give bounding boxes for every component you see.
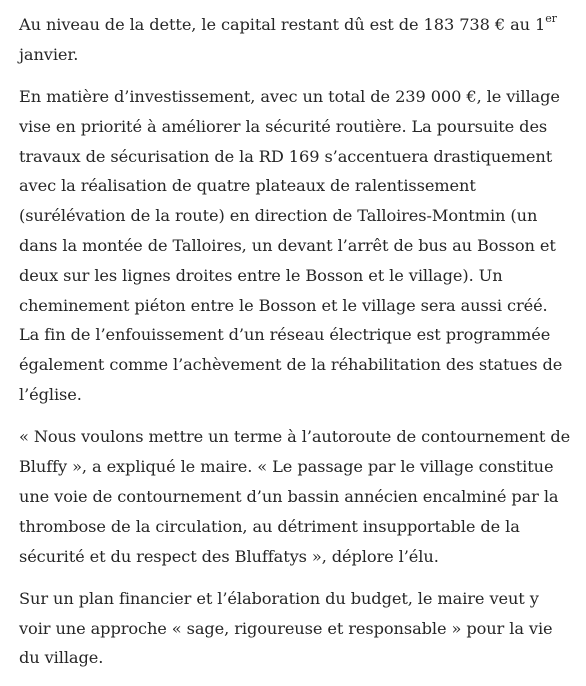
paragraph-debt-end: janvier. <box>19 44 79 64</box>
paragraph-investment: En matière d’investissement, avec un total de 239 000 €, le village vise en priorité à améliorer la sécurité routière. La poursuite des travaux de sécurisation de la RD 169 s’accentuera drastiquement avec la réalisation de quatre plateaux de ralentissement (surélévation de la route) en direction de Talloires-Montmin (un dans la montée de Talloires, un devant l’arrêt de bus au Bosson et deux sur les lignes droites entre le Bosson et le village). Un cheminement piéton entre le Bosson et le village sera aussi créé. La fin de l’enfouissement d’un réseau électrique est programmée également comme l’achèvement de la réhabilitation des statues de l’église. <box>19 87 563 405</box>
paragraph-debt-text: Au niveau de la dette, le capital restant dû est de 183 738 € au 1 <box>19 15 546 34</box>
paragraph-debt <box>19 10 571 70</box>
article-body <box>19 10 571 686</box>
ordinal-superscript: er <box>545 11 557 25</box>
paragraph-mayor-quote: « Nous voulons mettre un terme à l’autoroute de contournement de Bluffy », a expliqué le maire. « Le passage par le village constitue une voie de contournement d’un bassin annécien encalminé par la thrombose de la circulation, au détriment insupportable de la sécurité et du respect des Bluffatys », déplore l’élu. <box>19 427 571 566</box>
paragraph-budget: Sur un plan financier et l’élaboration du budget, le maire veut y voir une approche « sage, rigoureuse et responsable » pour la vie du village. <box>19 588 553 668</box>
